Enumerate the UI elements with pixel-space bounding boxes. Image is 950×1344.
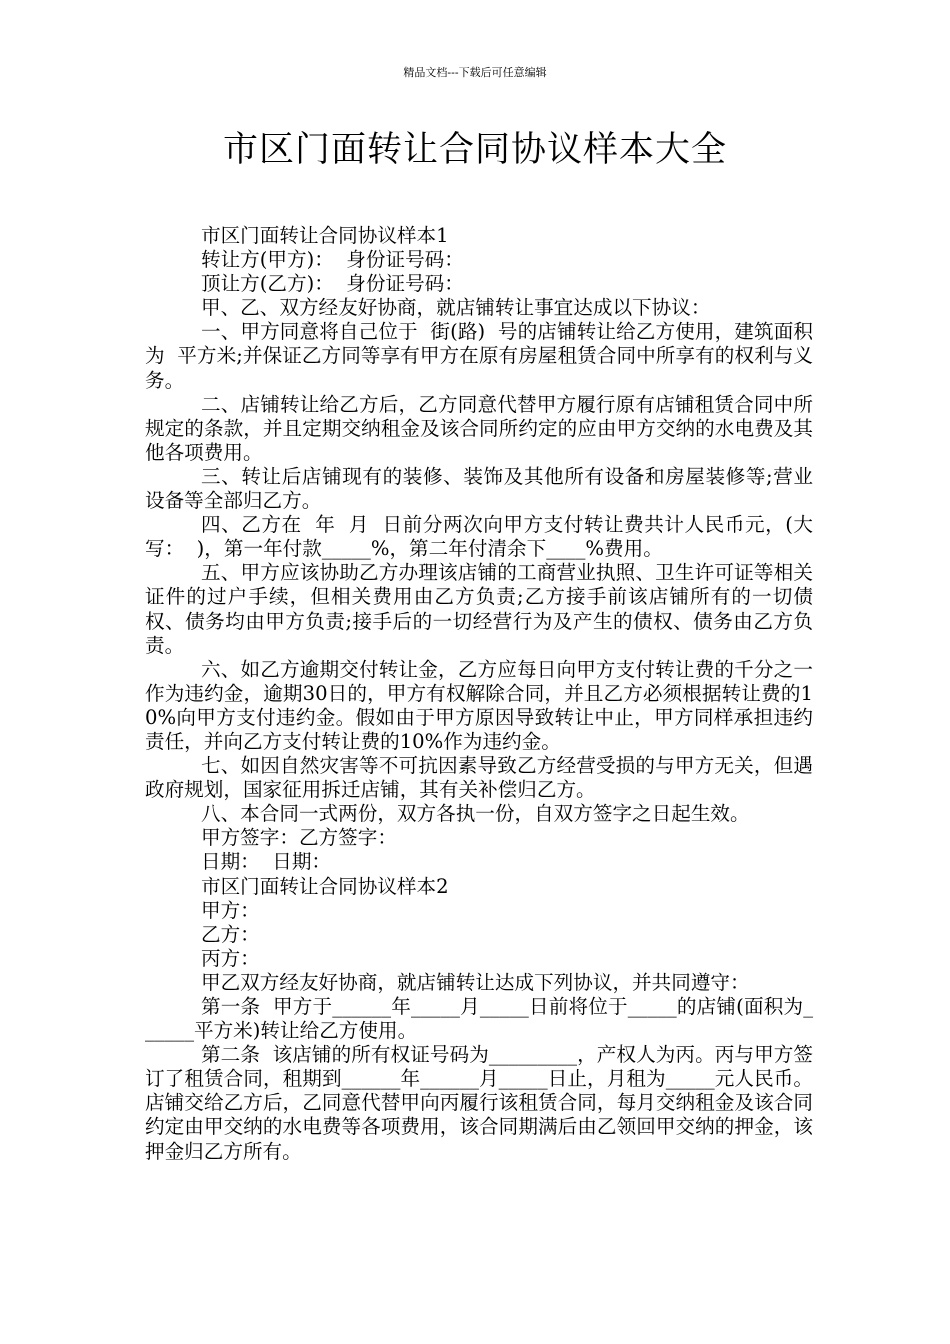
- page-header: 精品文档---下载后可任意编辑: [403, 66, 547, 79]
- document-title: 市区门面转让合同协议样本大全: [222, 130, 727, 170]
- document-body: [145, 224, 813, 1164]
- party-b-line: 顶让方(乙方)： 身份证号码：: [201, 272, 464, 296]
- article-1: 第一条 甲方于______年_____月_____日前将位于_____的店铺(面积为______平方米)转让给乙方使用。: [145, 995, 813, 1043]
- clause-6: 六、如乙方逾期交付转让金，乙方应每日向甲方支付转让费的千分之一作为违约金，逾期30日的，甲方有权解除合同，并且乙方必须根据转让费的10%向甲方支付违约金。假如由于甲方原因导致转让中止，甲方同样承担违约责任，并向乙方支付转让费的10%作为违约金。: [145, 657, 813, 753]
- section-heading-1: 市区门面转让合同协议样本1: [201, 224, 449, 247]
- date-line: 日期： 日期：: [201, 850, 332, 874]
- clause-5: 五、甲方应该协助乙方办理该店铺的工商营业执照、卫生许可证等相关证件的过户手续，但相关费用由乙方负责;乙方接手前该店铺所有的一切债权、债务均由甲方负责;接手后的一切经营行为及产生的债权、债务由乙方负责。: [145, 561, 813, 657]
- clause-4: 四、乙方在 年 月 日前分两次向甲方支付转让费共计人民币元，(大写： )，第一年付款_____%，第二年付清余下____%费用。: [145, 513, 813, 561]
- party-a-line-2: 甲方：: [201, 898, 260, 922]
- article-2: 第二条 该店铺的所有权证号码为_________，产权人为丙。丙与甲方签订了租赁合同，租期到______年______月_____日止，月租为_____元人民币。店铺交给乙方后，乙同意代替甲向丙履行该租赁合同，每月交纳租金及该合同约定由甲交纳的水电费等各项费用，该合同期满后由乙领回甲交纳的押金，该押金归乙方所有。: [145, 1043, 813, 1163]
- agreement-intro-2: 甲乙双方经友好协商，就店铺转让达成下列协议，并共同遵守：: [201, 970, 750, 994]
- section-heading-2: 市区门面转让合同协议样本2: [201, 874, 449, 898]
- party-b-line-2: 乙方：: [201, 922, 260, 946]
- clause-8: 八、本合同一式两份，双方各执一份，自双方签字之日起生效。: [201, 802, 750, 826]
- party-a-line: 转让方(甲方)： 身份证号码：: [201, 248, 464, 272]
- clause-3: 三、转让后店铺现有的装修、装饰及其他所有设备和房屋装修等;营业设备等全部归乙方。: [145, 464, 813, 513]
- clause-7: 七、如因自然灾害等不可抗因素导致乙方经营受损的与甲方无关，但遇政府规划，国家征用拆迁店铺，其有关补偿归乙方。: [145, 754, 813, 802]
- signature-line: 甲方签字：乙方签字：: [201, 826, 397, 850]
- party-c-line-2: 丙方：: [201, 946, 260, 970]
- clause-2: 二、店铺转让给乙方后，乙方同意代替甲方履行原有店铺租赁合同中所规定的条款，并且定期交纳租金及该合同所约定的应由甲方交纳的水电费及其他各项费用。: [145, 392, 813, 464]
- clause-1: 一、甲方同意将自己位于 街(路) 号的店铺转让给乙方使用，建筑面积为 平方米;并保证乙方同等享有甲方在原有房屋租赁合同中所享有的权利与义务。: [145, 320, 813, 392]
- agreement-intro: 甲、乙、双方经友好协商，就店铺转让事宜达成以下协议：: [201, 296, 711, 320]
